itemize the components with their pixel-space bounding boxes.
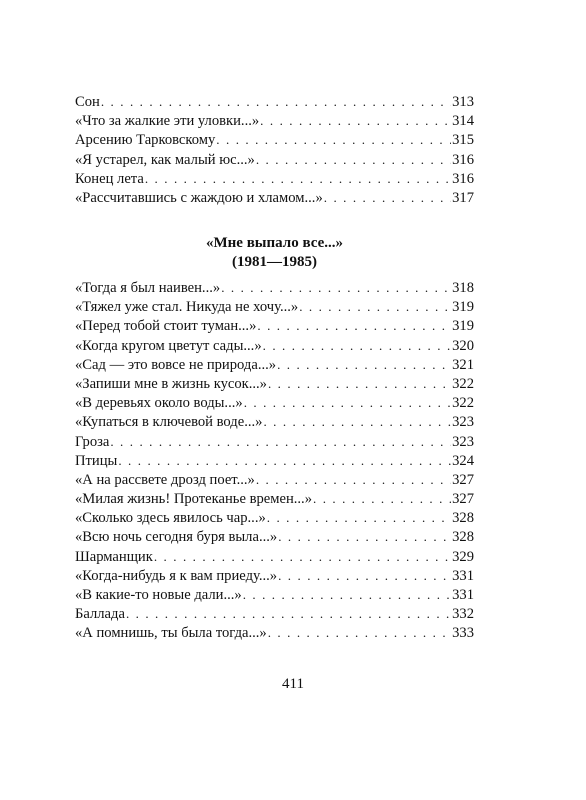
toc-leader-dots [126, 604, 451, 623]
toc-entry-page: 313 [452, 94, 474, 110]
toc-entry [75, 508, 474, 527]
toc-entry-page: 322 [452, 375, 474, 392]
toc-entry-title: «Рассчитавшись с жаждою и хламом...» [75, 189, 323, 206]
toc-entry [75, 527, 474, 546]
toc-leader-dots [256, 470, 451, 489]
toc-entry [75, 432, 474, 451]
toc-entry-page: 318 [452, 280, 474, 296]
toc-leader-dots [267, 508, 451, 527]
toc-entry [75, 336, 474, 355]
toc-entry-page: 323 [452, 433, 474, 450]
toc-leader-dots [221, 278, 451, 297]
toc-entry [75, 604, 474, 623]
toc-leader-dots [145, 169, 451, 188]
toc-leader-dots [263, 336, 451, 355]
toc-leader-dots [154, 547, 451, 566]
toc-leader-dots [216, 130, 451, 149]
toc-leader-dots [278, 566, 451, 585]
toc-entry [75, 92, 474, 111]
toc-entry-title: «Сад — это вовсе не природа...» [75, 356, 277, 373]
toc-leader-dots [278, 527, 451, 546]
toc-entry-title: Шарманщик [75, 548, 153, 565]
toc-leader-dots [268, 374, 451, 393]
toc-entry-page: 329 [452, 548, 474, 565]
toc-entry [75, 188, 474, 207]
toc-entry-title: Конец лета [75, 170, 144, 187]
toc-entry-page: 331 [452, 587, 474, 603]
toc-entry [75, 623, 474, 642]
toc-entry-page: 316 [452, 170, 474, 187]
toc-entry-title: «Тяжел уже стал. Никуда не хочу...» [75, 299, 299, 316]
toc-entry-title: «Сколько здесь явилось чар...» [75, 510, 266, 527]
toc-entry [75, 150, 474, 169]
toc-entry-page: 319 [452, 299, 474, 316]
toc-entry [75, 169, 474, 188]
toc-entry [75, 412, 474, 431]
toc-entry [75, 451, 474, 470]
toc-entry-title: «В деревьях около воды...» [75, 395, 243, 412]
toc-entry-title: «Я устарел, как малый юс...» [75, 151, 255, 168]
toc-entry-page: 327 [452, 471, 474, 488]
toc-entry-title: «В какие-то новые дали...» [75, 587, 242, 603]
toc-entry-page: 315 [452, 132, 474, 149]
toc-entry [75, 130, 474, 149]
toc-leader-dots [260, 111, 451, 130]
toc-entry-title: «Всю ночь сегодня буря выла...» [75, 529, 278, 546]
toc-entry-title: «А помнишь, ты была тогда...» [75, 625, 267, 642]
toc-leader-dots [257, 316, 451, 335]
toc-entry-page: 314 [452, 113, 474, 130]
section-title: «Мне выпало все...» [206, 235, 343, 251]
toc-entry [75, 374, 474, 393]
toc-entry-page: 333 [452, 625, 474, 642]
toc-entry [75, 470, 474, 489]
toc-entry-page: 322 [452, 395, 474, 412]
toc-leader-dots [118, 451, 451, 470]
toc-entry-page: 321 [452, 356, 474, 373]
toc-leader-dots [244, 393, 451, 412]
toc-leader-dots [313, 489, 451, 508]
toc-entry-page: 331 [452, 567, 474, 584]
toc-entry [75, 278, 474, 297]
toc-list-top [75, 92, 474, 207]
toc-entry-page: 323 [452, 414, 474, 431]
toc-leader-dots [299, 297, 451, 316]
toc-leader-dots [263, 412, 451, 431]
toc-entry-title: Арсению Тарковскому [75, 132, 216, 149]
toc-entry [75, 297, 474, 316]
toc-entry-title: «А на рассвете дрозд поет...» [75, 471, 255, 488]
toc-entry-page: 328 [452, 529, 474, 546]
toc-entry [75, 566, 474, 585]
toc-entry-title: «Тогда я был наивен...» [75, 280, 221, 296]
toc-entry-page: 328 [452, 510, 474, 527]
toc-entry-title: Птицы [75, 452, 118, 469]
page-number: 411 [282, 676, 304, 692]
toc-leader-dots [256, 150, 451, 169]
toc-entry-title: «Купаться в ключевой воде...» [75, 414, 263, 431]
toc-entry-page: 324 [452, 452, 474, 469]
toc-entry-page: 327 [452, 491, 474, 508]
toc-leader-dots [110, 432, 451, 451]
toc-entry-page: 320 [452, 337, 474, 354]
toc-leader-dots [243, 585, 451, 604]
toc-entry-page: 316 [452, 151, 474, 168]
toc-leader-dots [268, 623, 451, 642]
toc-entry-title: Гроза [75, 433, 110, 450]
toc-entry-page: 319 [452, 318, 474, 335]
toc-entry [75, 585, 474, 604]
toc-entry-page: 317 [452, 189, 474, 206]
toc-entry-title: «Запиши мне в жизнь кусок...» [75, 375, 267, 392]
toc-entry-title: «Что за жалкие эти уловки...» [75, 113, 260, 130]
toc-entry-title: «Милая жизнь! Протеканье времен...» [75, 491, 312, 508]
toc-entry [75, 547, 474, 566]
toc-entry [75, 316, 474, 335]
section-years: (1981—1985) [232, 254, 317, 270]
toc-list-section [75, 278, 474, 643]
toc-entry-title: Баллада [75, 606, 125, 623]
toc-entry [75, 393, 474, 412]
toc-leader-dots [324, 188, 451, 207]
toc-entry [75, 111, 474, 130]
toc-entry [75, 355, 474, 374]
toc-entry-page: 332 [452, 606, 474, 623]
toc-entry [75, 489, 474, 508]
toc-entry-title: «Когда-нибудь я к вам приеду...» [75, 567, 278, 584]
toc-leader-dots [277, 355, 451, 374]
toc-entry-title: «Перед тобой стоит туман...» [75, 318, 257, 335]
toc-leader-dots [101, 92, 451, 111]
toc-entry-title: Сон [75, 94, 100, 110]
toc-entry-title: «Когда кругом цветут сады...» [75, 337, 262, 354]
